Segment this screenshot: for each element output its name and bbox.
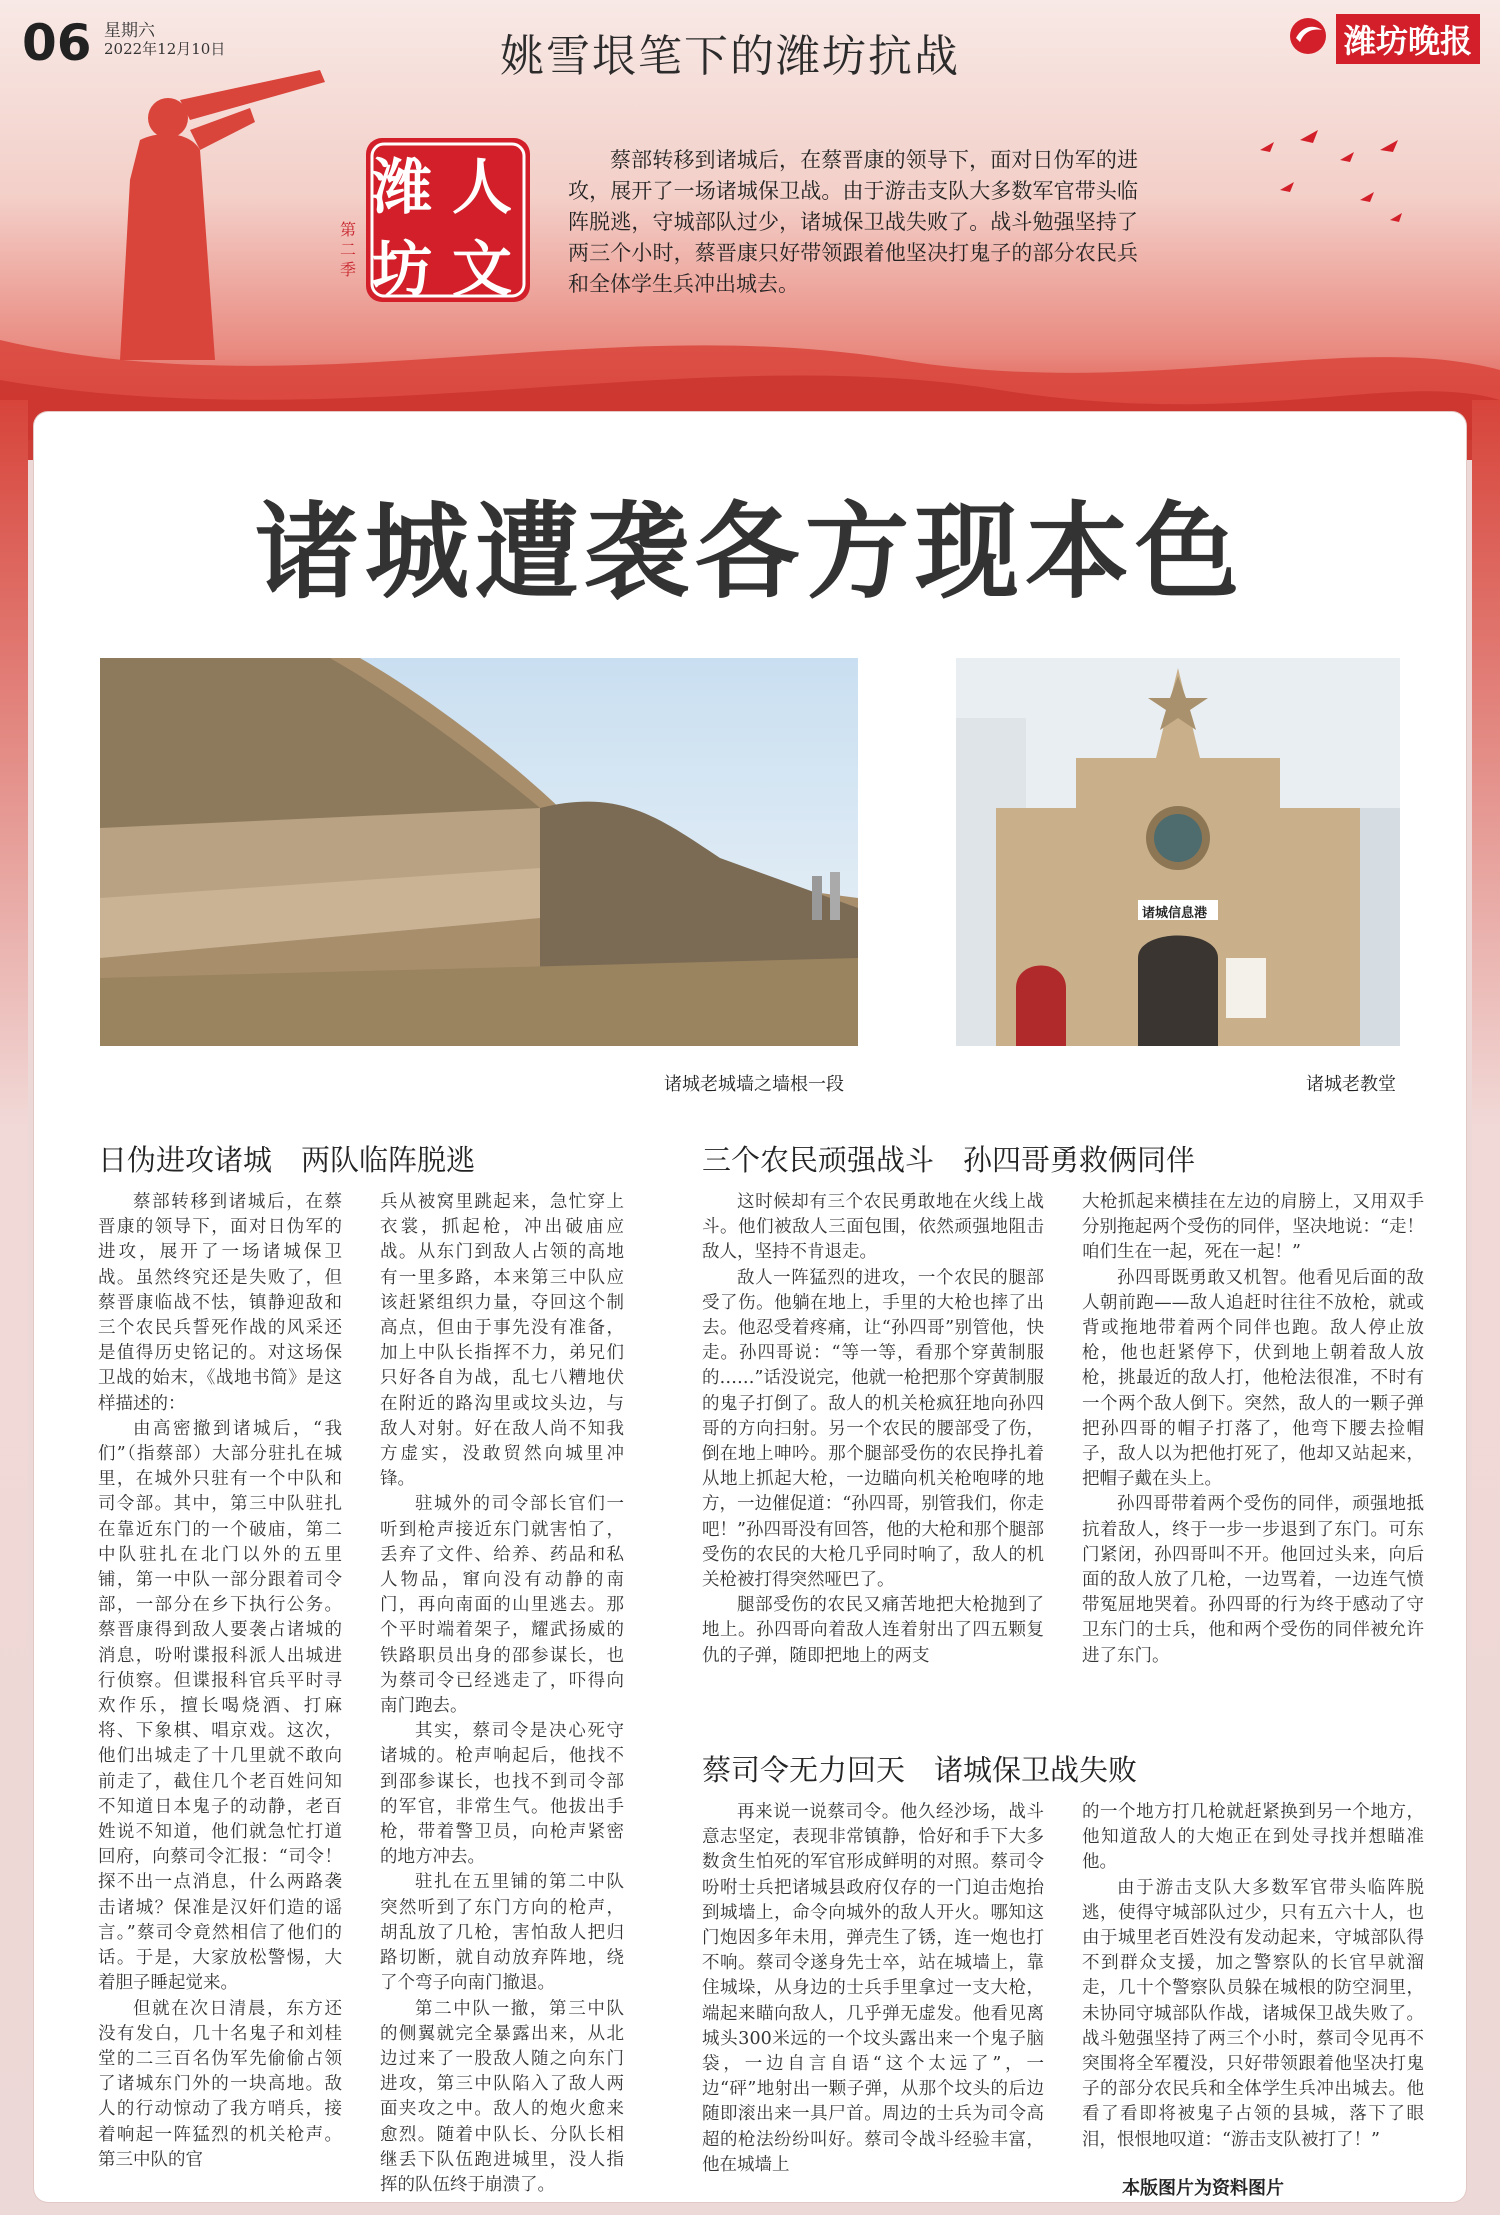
church-caption: 诸城老教堂 [1306,1074,1396,1095]
city-wall-caption: 诸城老城墙之墙根一段 [664,1074,844,1095]
old-church-photo [956,658,1400,1046]
paragraph: 孙四哥带着两个受伤的同伴，顽强地抵抗着敌人，终于一步一步退到了东门。可东门紧闭，孙四哥叫不开。他回过头来，向后面的敌人放了几枪，一边骂着，一边连气愤带冤屈地哭着。孙四哥的行为终于感动了守卫东门的士兵，他和两个受伤的同伴被允许进了东门。 [1082,1494,1424,1666]
column-5 [702,1800,1044,2205]
column-4 [1082,1190,1424,1710]
page-number: 06 [22,14,92,72]
section-3-title: 蔡司令无力回天 诸城保卫战失败 [702,1753,1138,1787]
paragraph: 的一个地方打几枪就赶紧换到另一个地方，他知道敌人的大炮正在到处寻找并想瞄准他。 [1082,1802,1424,1873]
paragraph: 驻城外的司令部长官们一听到枪声接近东门就害怕了，丢弃了文件、给养、药品和私人物品，窜向没有动静的南门，再向南面的山里逃去。那个平时端着架子，耀武扬威的铁路职员出身的邵参谋长，也为蔡司令已经逃走了，吓得向南门跑去。 [380,1494,624,1717]
intro-paragraph: 蔡部转移到诸城后，在蔡晋康的领导下，面对日伪军的进攻，展开了一场诸城保卫战。由于游击支队大多数军官带头临阵脱逃，守城部队过少，诸城保卫战失败了。战斗勉强坚持了两三个小时，蔡晋康只好带领跟着他坚决打鬼子的部分农民兵和全体学生兵冲出城去。 [568,148,1138,296]
section-2-title: 三个农民顽强战斗 孙四哥勇救俩同伴 [702,1143,1196,1177]
seal-char-1: 潍 [372,153,432,223]
series-title: 姚雪垠笔下的潍坊抗战 [500,31,960,82]
paragraph: 但就在次日清晨，东方还没有发白，几十名鬼子和刘桂堂的二三百名伪军先偷偷占领了诸城东门外的一块高地。敌人的行动惊动了我方哨兵，接着响起一阵猛烈的机关枪声。第三中队的官 [98,1998,342,2170]
paragraph: 再来说一说蔡司令。他久经沙场，战斗意志坚定，表现非常镇静，恰好和手下大多数贪生怕死的军官形成鲜明的对照。蔡司令吩咐士兵把诸城县政府仅存的一门迫击炮抬到城墙上，命令向城外的敌人开火。哪知这门炮因多年未用，弹壳生了锈，连一炮也打不响。蔡司令遂身先士卒，站在城墙上，靠住城垛，从身边的士兵手里拿过一支大枪，端起来瞄向敌人，几乎弹无虚发。他看见离城头300米远的一个坟头露出来一个鬼子脑袋，一边自言自语“这个太远了”，一边“砰”地射出一颗子弹，从那个坟头的后边随即滚出来一具尸首。周边的士兵为司令高超的枪法纷纷叫好。蔡司令战斗经验丰富，他在城墙上 [702,1802,1044,2175]
column-3 [702,1190,1044,1710]
weekday: 星期六 [104,21,155,41]
right-edge-strip [1472,400,1500,2215]
paragraph: 蔡部转移到诸城后，在蔡晋康的领导下，面对日伪军的进攻，展开了一场诸城保卫战。虽然终究还是失败了，但蔡晋康临战不怯，镇静迎敌和三个农民兵誓死作战的风采还是值得历史铭记的。对这场保卫战的始末，《战地书简》是这样描述的： [98,1192,342,1414]
photo-credit: 本版图片为资料图片 [1122,2178,1284,2199]
seal-char-2: 人 [452,153,512,223]
paragraph: 驻扎在五里铺的第二中队突然听到了东门方向的枪声，胡乱放了几枪，害怕敌人把归路切断，就自动放弃阵地，绕了个弯子向南门撤退。 [380,1872,624,1994]
seal-char-3: 坊 [372,235,432,305]
headline: 诸城遭袭各方现本色 [254,491,1245,613]
season-label: 第二季 [340,220,357,279]
left-edge-strip [0,400,28,2215]
column-6 [1082,1800,1424,2170]
paragraph: 第二中队一撤，第三中队的侧翼就完全暴露出来，从北边过来了一股敌人随之向东门进攻，第三中队陷入了敌人两面夹攻之中。敌人的炮火愈来愈烈。随着中队长、分队长相继丢下队伍跑进城里，没人指挥的队伍终于崩溃了。 [380,1998,624,2195]
paragraph: 由于游击支队大多数军官带头临阵脱逃，使得守城部队过少，只有五六十人，也由于城里老百姓没有发动起来，守城部队得不到群众支援，加之警察队的长官早就溜走，几十个警察队员躲在城根的防空洞里，未协同守城部队作战，诸城保卫战失败了。战斗勉强坚持了两三个小时，蔡司令见再不突围将全军覆没，只好带领跟着他坚决打鬼子的部分农民兵和全体学生兵冲出城去。他看了看即将被鬼子占领的县城，落下了眼泪，恨恨地叹道：“游击支队被打了！” [1082,1877,1424,2150]
flying-birds-icon [1240,120,1420,240]
paragraph: 这时候却有三个农民勇敢地在火线上战斗。他们被敌人三面包围，依然顽强地阻击敌人，坚持不肯退走。 [702,1192,1044,1263]
paragraph: 大枪抓起来横挂在左边的肩膀上，又用双手分别拖起两个受伤的同伴，坚决地说：“走！咱们生在一起，死在一起！” [1082,1192,1424,1263]
paragraph: 其实，蔡司令是决心死守诸城的。枪声响起后，他找不到邵参谋长，也找不到司令部的军官，非常生气。他拔出手枪，带着警卫员，向枪声紧密的地方冲去。 [380,1721,624,1868]
paper-name: 潍坊晚报 [1336,14,1480,64]
city-wall-photo [100,658,858,1046]
column-2 [380,1190,624,2205]
paragraph: 腿部受伤的农民又痛苦地把大枪抛到了地上。孙四哥向着敌人连着射出了四五颗复仇的子弹，随即把地上的两支 [702,1595,1044,1666]
seal-char-4: 文 [452,235,512,305]
paragraph: 由高密撤到诸城后，“我们”（指蔡部）大部分驻扎在城里，在城外只驻有一个中队和司令部。其中，第三中队驻扎在靠近东门的一个破庙，第二中队驻扎在北门以外的五里铺，第一中队一部分跟着司令部，一部分在乡下执行公务。蔡晋康得到敌人要袭占诸城的消息，吩咐谍报科派人出城进行侦察。但谍报科官兵平时寻欢作乐，擅长喝烧酒、打麻将、下象棋、唱京戏。这次，他们出城走了十几里就不敢向前走了，截住几个老百姓问知不知道日本鬼子的动静，老百姓说不知道，他们就急忙打道回府，向蔡司令汇报：“司令！探不出一点消息，什么两路袭击诸城？保准是汉奸们造的谣言。”蔡司令竟然相信了他们的话。于是，大家放松警惕，大着胆子睡起觉来。 [98,1418,342,1994]
section-1-title: 日伪进攻诸城 两队临阵脱逃 [98,1143,476,1177]
issue-date: 2022年12月10日 [104,40,226,58]
trumpeter-silhouette-icon [120,60,380,360]
column-1 [98,1190,342,2205]
paragraph: 兵从被窝里跳起来，急忙穿上衣裳，抓起枪，冲出破庙应战。从东门到敌人占领的高地有一里多路，本来第三中队应该赶紧组织力量，夺回这个制高点，但由于事先没有准备，加上中队长指挥不力，弟兄们只好各自为战，乱七八糟地伏在附近的路沟里或坟头边，与敌人对射。好在敌人尚不知我方虚实，没敢贸然向城里冲锋。 [380,1192,624,1490]
paragraph: 敌人一阵猛烈的进攻，一个农民的腿部受了伤。他躺在地上，手里的大枪也摔了出去。他忍受着疼痛，让“孙四哥”别管他，快走。孙四哥说：“等一等，看那个穿黄制服的……”话没说完，他就一枪把那个穿黄制服的鬼子打倒了。敌人的机关枪疯狂地向孙四哥的方向扫射。另一个农民的腰部受了伤，倒在地上呻吟。那个腿部受伤的农民挣扎着从地上抓起大枪，一边瞄向机关枪咆哮的地方，一边催促道：“孙四哥，别管我们，你走吧！”孙四哥没有回答，他的大枪和那个腿部受伤的农民的大枪几乎同时响了，敌人的机关枪被打得突然哑巴了。 [702,1267,1044,1591]
church-sign: 诸城信息港 [1142,906,1208,921]
paragraph: 孙四哥既勇敢又机智。他看见后面的敌人朝前跑——敌人追赶时往往不放枪，就或背或拖地带着两个同伴也跑。敌人停止放枪，他也赶紧停下，伏到地上朝着敌人放枪，挑最近的敌人打，他枪法很准，不时有一个两个敌人倒下。突然，敌人的一颗子弹把孙四哥的帽子打落了，他弯下腰去捡帽子，敌人以为把他打死了，他却又站起来，把帽子戴在头上。 [1082,1267,1424,1490]
